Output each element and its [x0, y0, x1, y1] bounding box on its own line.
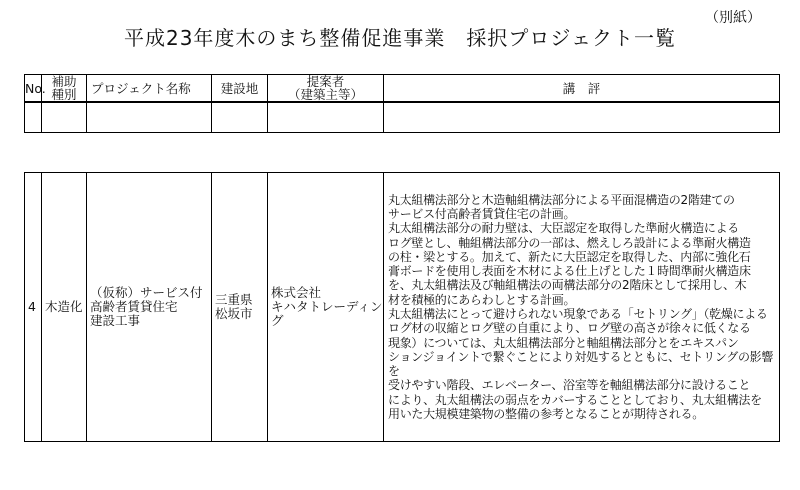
- review-line: 用いた大規模建築物の整備の参考となることが期待される。: [388, 407, 704, 422]
- cell-project-name: [87, 173, 212, 442]
- attachment-note: （別紙）: [705, 10, 761, 26]
- proposer-line: キハタトレーディング: [271, 299, 383, 328]
- review-line: ログ材の収縮とログ壁の自重により、ログ壁の高さが徐々に低くなる: [388, 321, 751, 336]
- review-line: ログ壁とし、軸組構法部分の一部は、燃えしろ設計による準耐火構造: [388, 235, 751, 250]
- header-subsidy-type: [42, 75, 87, 103]
- header-subsidy-type-line1: 補助: [51, 74, 77, 89]
- header-subsidy-type-line2: 種別: [51, 87, 77, 102]
- table-row: [25, 173, 780, 442]
- cell-subsidy-type: 木造化: [42, 173, 87, 442]
- review-line: 現象）については、丸太組構法部分と軸組構法部分とをエキスパン: [388, 335, 739, 350]
- blank-cell: [42, 102, 87, 133]
- project-name-line: （仮称）サービス付: [90, 285, 203, 300]
- projects-table: [24, 74, 780, 442]
- cell-location: [212, 173, 268, 442]
- page-title: 平成23年度木のまち整備促進事業 採択プロジェクト一覧: [123, 26, 677, 50]
- review-line: 受けやすい階段、エレベーター、浴室等を軸組構法部分に設けること: [388, 378, 751, 393]
- blank-cell: [268, 102, 384, 133]
- blank-cell: [25, 102, 42, 133]
- review-line: の柱・梁とする。加えて、新たに大臣認定を取得した、内部に強化石: [388, 249, 751, 264]
- cell-review: [384, 173, 780, 442]
- blank-cell: [384, 102, 780, 133]
- blank-row: [25, 102, 780, 133]
- header-project-name: プロジェクト名称: [87, 75, 212, 103]
- review-line: 丸太組構法部分と木造軸組構法部分による平面混構造の2階建ての: [388, 192, 735, 207]
- location-line: 三重県: [215, 292, 253, 307]
- gap-cell: [25, 133, 780, 173]
- header-review: 講 評: [384, 75, 780, 103]
- header-proposer: [268, 75, 384, 103]
- table-header-row: [25, 75, 780, 103]
- blank-cell: [212, 102, 268, 133]
- review-line: 丸太組構法部分の耐力壁は、大臣認定を取得した準耐火構造による: [388, 221, 740, 236]
- location-line: 松坂市: [215, 306, 253, 321]
- review-line: 膏ボードを使用し表面を木材による仕上げとした１時間準耐火構造床: [388, 264, 751, 279]
- cell-proposer: [268, 173, 384, 442]
- header-no: No.: [25, 75, 42, 103]
- review-line: 材を積極的にあらわしとする計画。: [388, 292, 576, 307]
- review-line: 丸太組構法にとって避けられない現象である「セトリング」（乾燥による: [388, 307, 768, 321]
- project-name-line: 建設工事: [90, 313, 141, 328]
- proposer-line: 株式会社: [271, 285, 322, 300]
- header-location: 建設地: [212, 75, 268, 103]
- review-line: により、丸太組構法の弱点をカバーすることとしており、丸太組構法を: [388, 392, 762, 407]
- review-line: サービス付高齢者賃貸住宅の計画。: [388, 206, 576, 221]
- blank-cell: [87, 102, 212, 133]
- project-name-line: 高齢者賃貸住宅: [90, 299, 178, 314]
- row-gap: [25, 133, 780, 173]
- cell-no: 4: [25, 173, 42, 442]
- header-proposer-line2: （建築主等）: [287, 87, 363, 102]
- header-proposer-line1: 提案者: [306, 74, 345, 89]
- review-line: を、丸太組構法及び軸組構法の両構法部分の2階床として採用し、木: [388, 278, 747, 293]
- review-line: ションジョイントで繋ぐことにより対処するとともに、セトリングの影響を: [388, 349, 774, 379]
